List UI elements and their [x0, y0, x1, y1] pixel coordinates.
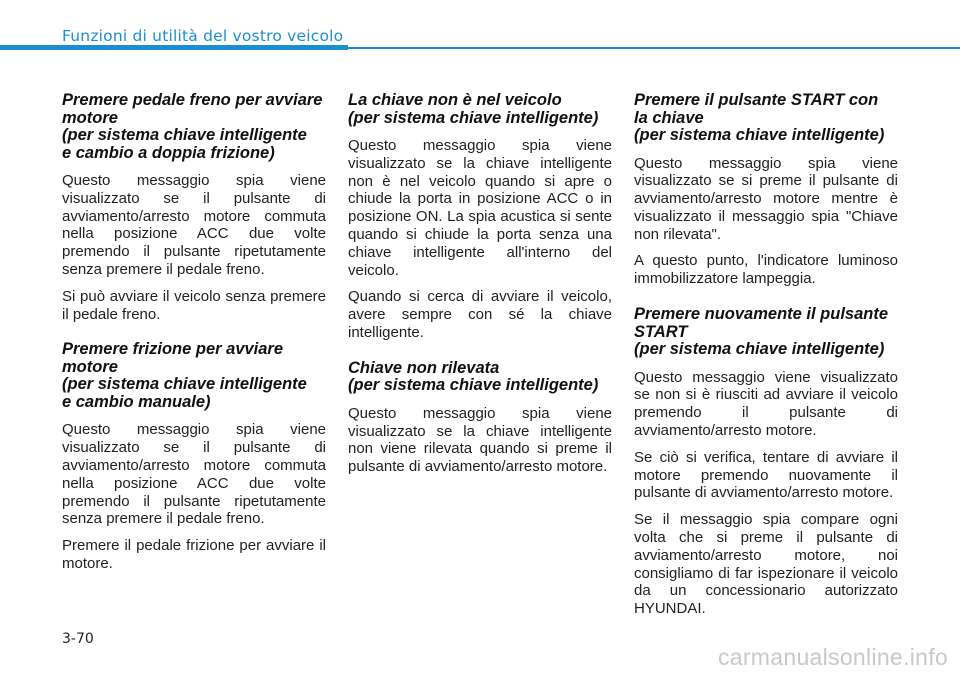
- section-heading: Premere il pulsante START con la chiave (per sistema chiave intelligente): [634, 91, 885, 144]
- section-brake-pedal: [62, 92, 326, 323]
- section-key-not-in-vehicle: [348, 92, 612, 342]
- section-heading: Premere nuovamente il pulsante START (per sistema chiave intelligente): [634, 305, 889, 359]
- watermark: carmanualsonline.info: [717, 644, 948, 670]
- section-header-title: Funzioni di utilità del vostro veicolo: [62, 27, 344, 45]
- header-rule-thin: [348, 47, 960, 49]
- paragraph: Questo messaggio spia viene visualizzato se il pulsante di avviamento/arresto motore commuta nella posizione ACC due volte premendo il pulsante ripetutamente senza premere il pedale freno.: [62, 421, 326, 528]
- paragraph: Se il messaggio spia compare ogni volta che si preme il pulsante di avviamento/arresto motore, noi consigliamo di far ispezionare il veicolo da un concessionario autorizzato HYUNDAI.: [634, 511, 898, 618]
- paragraph: Questo messaggio spia viene visualizzato se il pulsante di avviamento/arresto motore commuta nella posizione ACC due volte premendo il pulsante ripetutamente senza premere il pedale freno.: [62, 172, 326, 278]
- paragraph: Questo messaggio spia viene visualizzato se la chiave intelligente non viene rilevata quando si preme il pulsante di avviamento/arresto motore.: [348, 404, 612, 476]
- column-3: [634, 92, 898, 636]
- section-heading: Premere frizione per avviare motore (per sistema chiave intelligente e cambio manuale): [62, 340, 307, 411]
- section-heading: Premere pedale freno per avviare motore (per sistema chiave intelligente e cambio a doppia frizione): [62, 91, 323, 162]
- paragraph: Questo messaggio spia viene visualizzato se si preme il pulsante di avviamento/arresto motore mentre è visualizzato il messaggio spia "Chiave non rilevata".: [634, 154, 898, 243]
- column-2: [348, 92, 612, 494]
- header-rule-thick: [0, 45, 348, 50]
- paragraph: Se ciò si verifica, tentare di avviare il motore premendo nuovamente il pulsante di avviamento/arresto motore.: [634, 448, 898, 502]
- paragraph: Quando si cerca di avviare il veicolo, avere sempre con sé la chiave intelligente.: [348, 288, 612, 341]
- section-heading: La chiave non è nel veicolo (per sistema chiave intelligente): [348, 91, 599, 127]
- paragraph: Si può avviare il veicolo senza premere il pedale freno.: [62, 287, 326, 323]
- section-clutch-pedal: [62, 341, 326, 572]
- page-number: 3-70: [62, 631, 94, 647]
- section-press-start-with-key: [634, 92, 898, 288]
- paragraph: Premere il pedale frizione per avviare il motore.: [62, 537, 326, 572]
- section-press-start-again: [634, 306, 898, 618]
- paragraph: Questo messaggio spia viene visualizzato se la chiave intelligente non è nel veicolo quando si apre o chiude la porta in posizione ACC o in posizione ON. La spia acustica si sente quando si chiude la porta senza una chiave intelligente all'interno del veicolo.: [348, 137, 612, 279]
- section-key-not-detected: [348, 360, 612, 476]
- paragraph: A questo punto, l'indicatore luminoso immobilizzatore lampeggia.: [634, 252, 898, 288]
- paragraph: Questo messaggio viene visualizzato se non si è riusciti ad avviare il veicolo premendo il pulsante di avviamento/arresto motore.: [634, 368, 898, 439]
- section-heading: Chiave non rilevata (per sistema chiave intelligente): [348, 358, 599, 395]
- column-1: [62, 92, 326, 591]
